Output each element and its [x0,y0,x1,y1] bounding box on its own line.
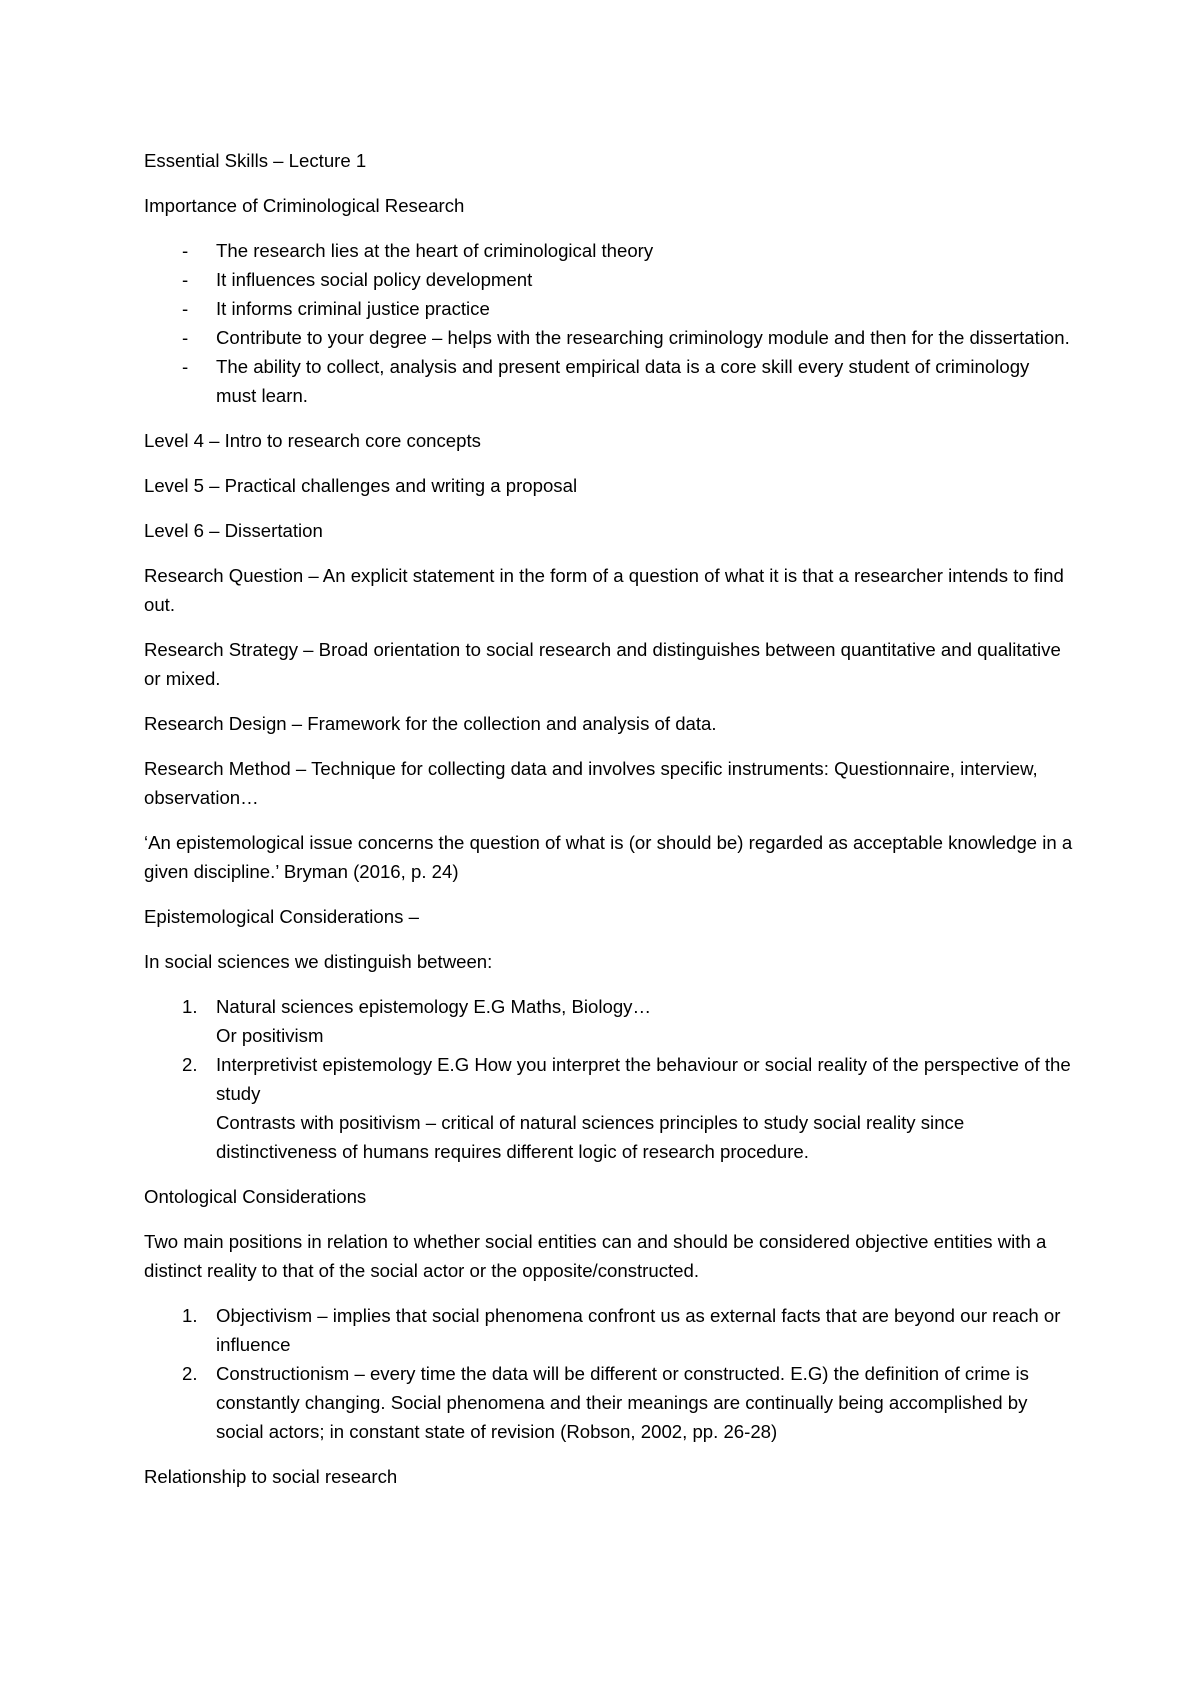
numbered-item [144,1359,1074,1446]
definition-research-design: Research Design – Framework for the collection and analysis of data. [144,713,717,734]
bullet-item: - It informs criminal justice practice [144,294,1074,323]
item-subtext: Contrasts with positivism – critical of natural sciences principles to study social reality since distinctiveness of humans requires different logic of research procedure. [216,1112,965,1162]
item-text: Objectivism – implies that social phenomena confront us as external facts that are beyond our reach or influence [216,1305,1061,1355]
bullet-item: - The research lies at the heart of criminological theory [144,236,1074,265]
item-text: Interpretivist epistemology E.G How you interpret the behaviour or social reality of the perspective of the study [216,1054,1071,1104]
section-heading-ontology: Ontological Considerations [144,1186,367,1207]
list-number: 1. [182,1305,198,1326]
definition-research-strategy: Research Strategy – Broad orientation to social research and distinguishes between quantitative and qualitative or mixed. [144,639,1061,689]
definition-research-method: Research Method – Technique for collecting data and involves specific instruments: Questionnaire, interview, observation… [144,758,1038,808]
epistemology-numbered-list [144,992,1074,1166]
bullet-item: - The ability to collect, analysis and present empirical data is a core skill every student of criminology must learn. [144,352,1074,410]
bryman-quote: ‘An epistemological issue concerns the question of what is (or should be) regarded as acceptable knowledge in a given discipline.’ Bryman (2016, p. 24) [144,832,1073,882]
document-page [144,146,1074,1507]
numbered-item [144,992,1074,1050]
item-text: Constructionism – every time the data will be different or constructed. E.G) the definition of crime is constantly changing. Social phenomena and their meanings are continually being accomplished by social actors; in constant state of revision (Robson, 2002, pp. 26-28) [216,1363,1029,1442]
list-number: 2. [182,1363,198,1384]
section-heading-importance: Importance of Criminological Research [144,195,465,216]
level-4-line: Level 4 – Intro to research core concepts [144,430,481,451]
ontology-numbered-list [144,1301,1074,1446]
ontology-intro: Two main positions in relation to whether social entities can and should be considered objective entities with a distinct reality to that of the social actor or the opposite/constructed. [144,1231,1047,1281]
document-title: Essential Skills – Lecture 1 [144,150,367,171]
section-heading-epistemology: Epistemological Considerations – [144,906,419,927]
importance-bullet-list [144,236,1074,410]
list-number: 1. [182,996,198,1017]
item-text: Natural sciences epistemology E.G Maths, Biology… [216,996,652,1017]
definition-research-question: Research Question – An explicit statement in the form of a question of what it is that a researcher intends to find out. [144,565,1064,615]
item-subtext: Or positivism [216,1025,324,1046]
numbered-item [144,1050,1074,1166]
section-heading-relationship: Relationship to social research [144,1466,398,1487]
list-number: 2. [182,1054,198,1075]
bullet-item: - It influences social policy development [144,265,1074,294]
epistemology-intro: In social sciences we distinguish between: [144,951,493,972]
bullet-item: - Contribute to your degree – helps with the researching criminology module and then for the dissertation. [144,323,1074,352]
level-5-line: Level 5 – Practical challenges and writing a proposal [144,475,578,496]
level-6-line: Level 6 – Dissertation [144,520,323,541]
numbered-item [144,1301,1074,1359]
